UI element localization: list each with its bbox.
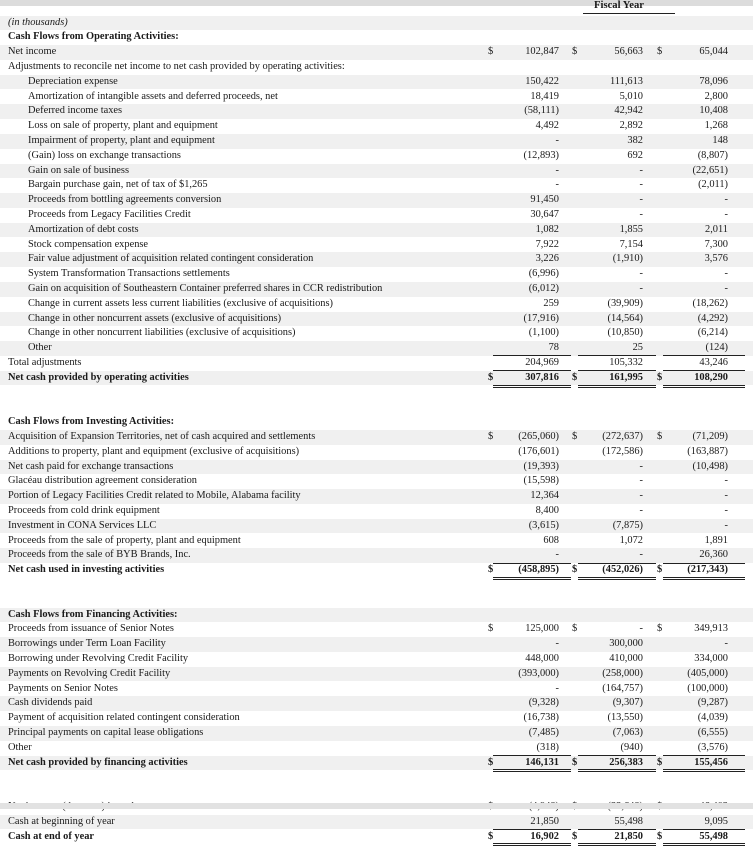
cell-value: (258,000)	[602, 667, 643, 679]
row-label: Portion of Legacy Facilities Credit related to Mobile, Alabama facility	[8, 490, 301, 502]
dollar-sign: $	[572, 756, 578, 768]
table-row	[0, 149, 753, 164]
cell-value: (9,287)	[697, 697, 728, 709]
table-row	[0, 563, 753, 578]
row-label: Proceeds from Legacy Facilities Credit	[28, 208, 191, 220]
row-label: Borrowings under Term Loan Facility	[8, 638, 166, 650]
dollar-sign: $	[488, 46, 494, 58]
cell-value: (13,550)	[607, 712, 643, 724]
fiscal-year-header: Fiscal Year	[594, 0, 644, 11]
row-label: Total adjustments	[8, 356, 82, 368]
cell-value: 7,300	[704, 238, 728, 250]
cell-value: (4,039)	[697, 712, 728, 724]
row-label: Fair value adjustment of acquisition related contingent consideration	[28, 253, 314, 265]
row-label: Proceeds from the sale of BYB Brands, Inc.	[8, 549, 191, 561]
row-label: Amortization of intangible assets and deferred proceeds, net	[28, 90, 278, 102]
cell-value: (1,100)	[528, 327, 559, 339]
row-label: Gain on sale of business	[28, 164, 130, 176]
cell-value: (58,111)	[524, 105, 559, 117]
cell-value: (15,598)	[523, 475, 559, 487]
row-label: Net income	[8, 46, 57, 58]
table-row	[0, 445, 753, 460]
blank-row	[0, 593, 753, 608]
table-row	[0, 134, 753, 149]
cell-value: 18,419	[530, 90, 559, 102]
cell-value: (458,895)	[518, 564, 559, 576]
cell-value: -	[555, 179, 559, 191]
cell-value: 8,400	[535, 504, 559, 516]
table-row	[0, 741, 753, 756]
table-row	[0, 415, 753, 430]
cell-value: -	[639, 194, 643, 206]
cell-value: -	[555, 682, 559, 694]
cell-value: (8,807)	[697, 149, 728, 161]
cell-value: 155,456	[694, 756, 728, 768]
row-label: Proceeds from bottling agreements conversion	[28, 194, 222, 206]
cell-value: (124)	[705, 342, 728, 354]
cell-value: -	[639, 164, 643, 176]
row-label: Borrowing under Revolving Credit Facility	[8, 652, 189, 664]
row-label: Cash at end of year	[8, 830, 95, 842]
cell-value: (16,738)	[523, 712, 559, 724]
table-row	[0, 297, 753, 312]
table-row	[0, 356, 753, 371]
cell-value: 1,855	[619, 223, 643, 235]
table-row	[0, 519, 753, 534]
cell-value: 1,891	[704, 534, 728, 546]
row-label: Payments on Senior Notes	[8, 682, 118, 694]
cell-value: (12,893)	[523, 149, 559, 161]
cell-value: 410,000	[609, 652, 643, 664]
cell-value: 349,913	[694, 623, 728, 635]
cell-value: -	[555, 164, 559, 176]
row-label: Amortization of debt costs	[28, 223, 139, 235]
cell-value: 307,816	[525, 371, 559, 383]
cell-value: (17,916)	[523, 312, 559, 324]
table-row	[0, 534, 753, 549]
cell-value: (22,651)	[692, 164, 728, 176]
table-row	[0, 326, 753, 341]
row-label: Additions to property, plant and equipment (exclusive of acquisitions)	[8, 445, 300, 457]
cell-value: (272,637)	[602, 430, 643, 442]
table-row	[0, 178, 753, 193]
dollar-sign: $	[488, 564, 494, 576]
row-label: Depreciation expense	[28, 75, 118, 87]
row-label: System Transformation Transactions settlements	[28, 268, 230, 280]
blank-row	[0, 400, 753, 415]
cell-value: -	[639, 504, 643, 516]
dollar-sign: $	[488, 756, 494, 768]
cell-value: (940)	[620, 741, 643, 753]
cell-value: 25	[632, 342, 643, 354]
table-row	[0, 460, 753, 475]
table-row	[0, 682, 753, 697]
row-label: Change in other noncurrent liabilities (exclusive of acquisitions)	[28, 327, 296, 339]
row-label: Net cash provided by operating activities	[8, 371, 189, 383]
table-row	[0, 119, 753, 134]
cell-value: 300,000	[609, 638, 643, 650]
dollar-sign: $	[488, 830, 494, 842]
cell-value: 12,364	[530, 490, 559, 502]
cell-value: 102,847	[525, 46, 559, 58]
table-row	[0, 60, 753, 75]
cell-value: 65,044	[699, 46, 728, 58]
table-row	[0, 696, 753, 711]
cell-value: -	[724, 504, 728, 516]
cell-value: 4,492	[535, 120, 559, 132]
cell-value: (217,343)	[687, 564, 728, 576]
cell-value: 334,000	[694, 652, 728, 664]
cell-value: (176,601)	[518, 445, 559, 457]
cell-value: -	[639, 460, 643, 472]
table-row	[0, 430, 753, 445]
row-label: Cash dividends paid	[8, 697, 93, 709]
cell-value: -	[724, 282, 728, 294]
cell-value: -	[639, 549, 643, 561]
cell-value: -	[555, 549, 559, 561]
row-label: Cash Flows from Financing Activities:	[8, 608, 178, 620]
dollar-sign: $	[657, 430, 663, 442]
table-row	[0, 223, 753, 238]
dollar-sign: $	[572, 371, 578, 383]
row-label: Deferred income taxes	[28, 105, 123, 117]
cell-value: -	[724, 519, 728, 531]
cell-value: 259	[543, 297, 559, 309]
cell-value: 692	[627, 149, 643, 161]
row-label: Proceeds from cold drink equipment	[8, 504, 160, 516]
cell-value: (3,615)	[528, 519, 559, 531]
table-row	[0, 652, 753, 667]
table-row	[0, 608, 753, 623]
dollar-sign: $	[572, 430, 578, 442]
cell-value: (163,887)	[687, 445, 728, 457]
cell-value: (10,850)	[607, 327, 643, 339]
table-row	[0, 104, 753, 119]
cell-value: 21,850	[614, 830, 643, 842]
cell-value: 2,011	[705, 223, 728, 235]
table-row	[0, 371, 753, 386]
cell-value: (405,000)	[687, 667, 728, 679]
cell-value: -	[639, 475, 643, 487]
blank-row	[0, 770, 753, 785]
cell-value: 55,498	[614, 815, 643, 827]
dollar-sign: $	[488, 371, 494, 383]
row-label: Net cash provided by financing activities	[8, 756, 188, 768]
cell-value: -	[555, 638, 559, 650]
table-row	[0, 756, 753, 771]
dollar-sign: $	[657, 623, 663, 635]
cell-value: (6,012)	[528, 282, 559, 294]
table-row	[0, 489, 753, 504]
table-row	[0, 622, 753, 637]
row-label: Proceeds from issuance of Senior Notes	[8, 623, 174, 635]
cell-value: 148	[712, 134, 728, 146]
dollar-sign: $	[572, 46, 578, 58]
row-label: Payment of acquisition related contingent consideration	[8, 712, 240, 724]
dollar-sign: $	[657, 756, 663, 768]
row-label: Adjustments to reconcile net income to net cash provided by operating activities:	[8, 60, 345, 72]
table-row	[0, 815, 753, 830]
cell-value: 3,576	[704, 253, 728, 265]
row-label: Net cash used in investing activities	[8, 564, 165, 576]
table-row	[0, 193, 753, 208]
row-label: Change in other noncurrent assets (exclusive of acquisitions)	[28, 312, 282, 324]
cell-value: -	[555, 134, 559, 146]
cell-value: -	[639, 268, 643, 280]
dollar-sign: $	[488, 430, 494, 442]
cell-value: 56,663	[614, 46, 643, 58]
table-row	[0, 30, 753, 45]
cell-value: 42,942	[614, 105, 643, 117]
row-label: Principal payments on capital lease obligations	[8, 726, 204, 738]
cell-value: (3,576)	[697, 741, 728, 753]
dollar-sign: $	[572, 564, 578, 576]
dollar-sign: $	[488, 623, 494, 635]
bottom-edge	[0, 803, 753, 809]
cell-value: 125,000	[525, 623, 559, 635]
cell-value: 43,246	[699, 356, 728, 368]
cell-value: 91,450	[530, 194, 559, 206]
cell-value: 111,613	[610, 75, 643, 87]
dollar-sign: $	[572, 623, 578, 635]
cell-value: 1,072	[619, 534, 643, 546]
row-label: Net cash paid for exchange transactions	[8, 460, 174, 472]
cell-value: (7,063)	[612, 726, 643, 738]
cell-value: -	[724, 475, 728, 487]
table-row	[0, 504, 753, 519]
table-row	[0, 637, 753, 652]
row-label: Other	[28, 342, 52, 354]
cell-value: (6,996)	[528, 268, 559, 280]
cell-value: 9,095	[704, 815, 728, 827]
row-label: Other	[8, 741, 32, 753]
cell-value: (6,555)	[697, 726, 728, 738]
cell-value: 448,000	[525, 652, 559, 664]
cell-value: 1,082	[535, 223, 559, 235]
cell-value: 26,360	[699, 549, 728, 561]
cell-value: (2,011)	[698, 179, 728, 191]
cell-value: (393,000)	[518, 667, 559, 679]
row-label: Cash at beginning of year	[8, 815, 115, 827]
cell-value: (14,564)	[607, 312, 643, 324]
cell-value: (71,209)	[692, 430, 728, 442]
table-row	[0, 252, 753, 267]
cell-value: 108,290	[694, 371, 728, 383]
cell-value: (39,909)	[607, 297, 643, 309]
cell-value: (318)	[536, 741, 559, 753]
dollar-sign: $	[657, 371, 663, 383]
cell-value: 78,096	[699, 75, 728, 87]
blank-row	[0, 785, 753, 800]
cell-value: (9,328)	[528, 697, 559, 709]
cell-value: 7,922	[535, 238, 559, 250]
cell-value: 78	[548, 342, 559, 354]
cell-value: (9,307)	[612, 697, 643, 709]
table-row	[0, 208, 753, 223]
row-label: Change in current assets less current liabilities (exclusive of acquisitions)	[28, 297, 333, 309]
cell-value: (10,498)	[692, 460, 728, 472]
row-label: Proceeds from the sale of property, plant and equipment	[8, 534, 241, 546]
cell-value: (265,060)	[518, 430, 559, 442]
cell-value: 105,332	[609, 356, 643, 368]
row-label: Investment in CONA Services LLC	[8, 519, 157, 531]
cell-value: -	[724, 638, 728, 650]
row-label: Stock compensation expense	[28, 238, 149, 250]
cell-value: 3,226	[535, 253, 559, 265]
row-label: Impairment of property, plant and equipment	[28, 134, 215, 146]
cell-value: (1,910)	[612, 253, 643, 265]
cell-value: 16,902	[530, 830, 559, 842]
blank-row	[0, 386, 753, 401]
row-label: Loss on sale of property, plant and equipment	[28, 120, 218, 132]
cell-value: (172,586)	[602, 445, 643, 457]
table-row	[0, 267, 753, 282]
units-label: (in thousands)	[8, 16, 68, 28]
cell-value: (18,262)	[692, 297, 728, 309]
cell-value: -	[639, 490, 643, 502]
table-row	[0, 474, 753, 489]
units-row	[0, 16, 753, 31]
table-row	[0, 667, 753, 682]
cell-value: 10,408	[699, 105, 728, 117]
cell-value: 256,383	[609, 756, 643, 768]
table-row	[0, 830, 753, 845]
cell-value: -	[724, 208, 728, 220]
row-label: Cash Flows from Operating Activities:	[8, 31, 179, 43]
table-row	[0, 282, 753, 297]
fiscal-year-rule	[583, 13, 675, 14]
cell-value: (4,292)	[697, 312, 728, 324]
table-row	[0, 312, 753, 327]
cell-value: 30,647	[530, 208, 559, 220]
cell-value: 2,892	[619, 120, 643, 132]
cell-value: (7,875)	[612, 519, 643, 531]
cell-value: 1,268	[704, 120, 728, 132]
cell-value: (19,393)	[523, 460, 559, 472]
cell-value: 146,131	[525, 756, 559, 768]
dollar-sign: $	[657, 830, 663, 842]
dollar-sign: $	[572, 830, 578, 842]
cell-value: (164,757)	[602, 682, 643, 694]
cell-value: 7,154	[619, 238, 643, 250]
dollar-sign: $	[657, 46, 663, 58]
cell-value: -	[724, 268, 728, 280]
cell-value: (100,000)	[687, 682, 728, 694]
cell-value: 204,969	[525, 356, 559, 368]
table-row	[0, 238, 753, 253]
row-label: Payments on Revolving Credit Facility	[8, 667, 171, 679]
dollar-sign: $	[657, 564, 663, 576]
row-label: Bargain purchase gain, net of tax of $1,265	[28, 179, 208, 191]
table-row	[0, 90, 753, 105]
table-row	[0, 711, 753, 726]
table-row	[0, 75, 753, 90]
cell-value: (6,214)	[697, 327, 728, 339]
row-label: Acquisition of Expansion Territories, net of cash acquired and settlements	[8, 430, 316, 442]
cell-value: -	[724, 490, 728, 502]
cell-value: -	[639, 282, 643, 294]
cell-value: 5,010	[619, 90, 643, 102]
cell-value: 2,800	[704, 90, 728, 102]
cell-value: 608	[543, 534, 559, 546]
row-label: Cash Flows from Investing Activities:	[8, 416, 175, 428]
table-row	[0, 164, 753, 179]
cell-value: -	[724, 194, 728, 206]
row-label: (Gain) loss on exchange transactions	[28, 149, 181, 161]
cell-value: 21,850	[530, 815, 559, 827]
cell-value: (452,026)	[602, 564, 643, 576]
cell-value: -	[639, 208, 643, 220]
cell-value: -	[639, 623, 643, 635]
cell-value: 55,498	[699, 830, 728, 842]
cell-value: 150,422	[525, 75, 559, 87]
blank-row	[0, 578, 753, 593]
row-label: Glacéau distribution agreement consideration	[8, 475, 197, 487]
cell-value: -	[639, 179, 643, 191]
table-row	[0, 548, 753, 563]
row-label: Gain on acquisition of Southeastern Container preferred shares in CCR redistribution	[28, 282, 383, 294]
cell-value: 161,995	[609, 371, 643, 383]
table-row	[0, 341, 753, 356]
table-row	[0, 45, 753, 60]
cell-value: 382	[627, 134, 643, 146]
table-row	[0, 726, 753, 741]
cell-value: (7,485)	[528, 726, 559, 738]
